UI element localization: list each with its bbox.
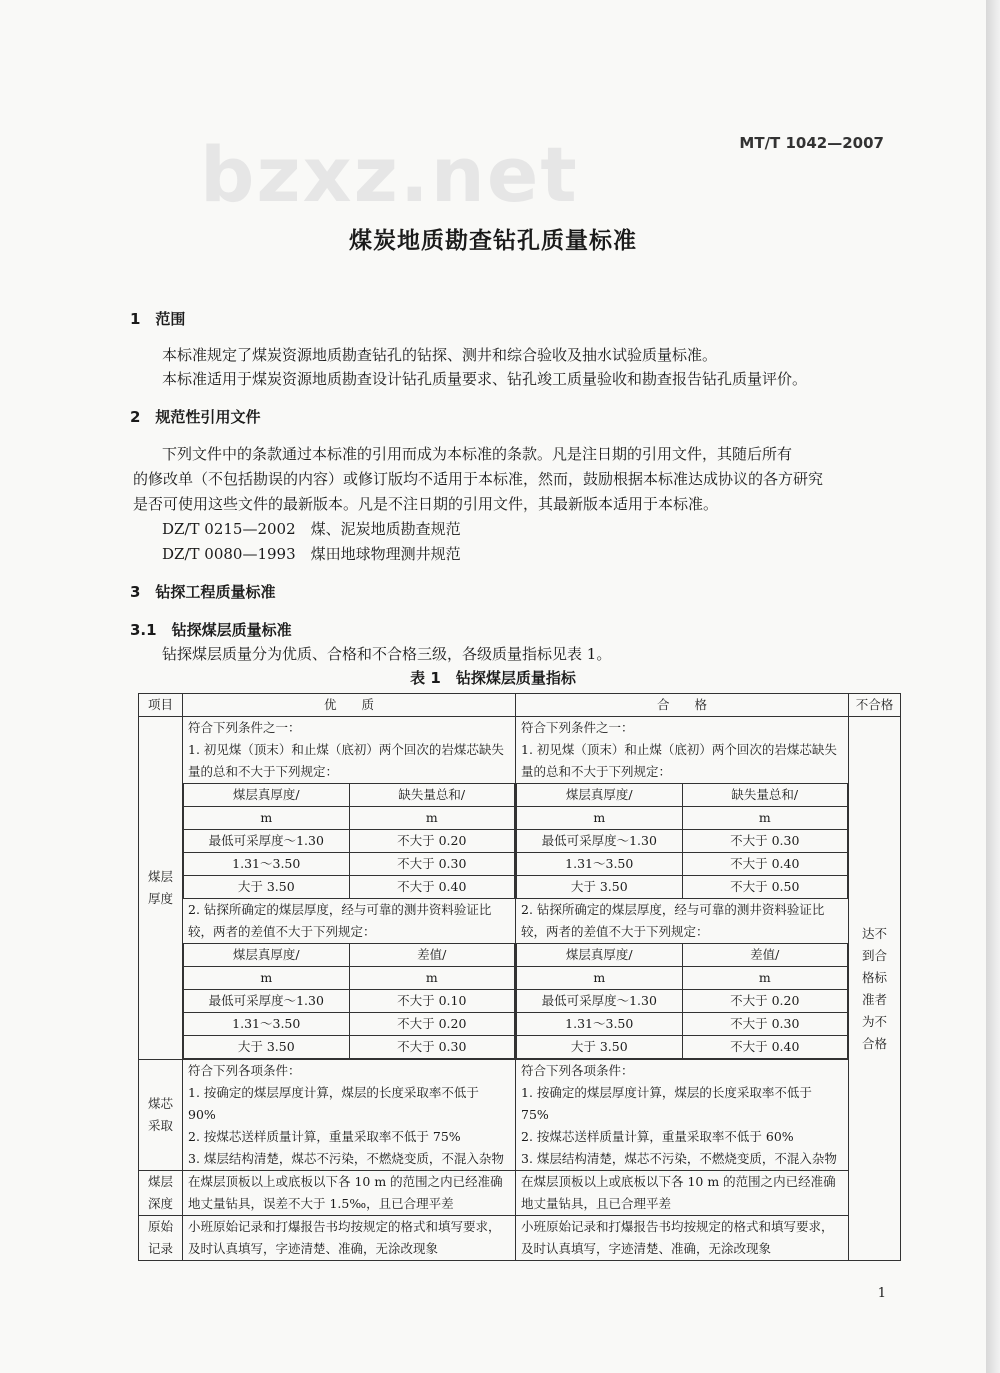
sub-unit: m — [517, 967, 683, 990]
sub-table — [183, 783, 515, 899]
row-label-depth — [139, 1171, 183, 1216]
unqualified-cell — [849, 717, 901, 1261]
sub-cell: 不大于 0.30 — [349, 853, 515, 876]
header-unqualified: 不合格 — [849, 694, 901, 717]
criteria-condition: 2. 钻探所确定的煤层厚度，经与可靠的测井资料验证比较，两者的差值不大于下列规定： — [188, 902, 492, 939]
section-1-heading: 1 范围 — [130, 310, 186, 328]
criteria-intro: 符合下列条件之一： — [188, 720, 301, 735]
watermark: bzxz.net — [200, 130, 579, 219]
sub-cell: 不大于 0.10 — [349, 990, 515, 1013]
criteria-condition: 3. 煤层结构清楚，煤芯不污染，不燃烧变质，不混入杂物 — [521, 1151, 837, 1166]
table-row — [139, 1216, 901, 1261]
excellent-thickness-cell — [183, 717, 516, 1060]
sub-header: 煤层真厚度/ — [517, 944, 683, 967]
sub-unit: m — [184, 967, 350, 990]
sub-unit: m — [184, 807, 350, 830]
table-caption: 表 1 钻探煤层质量指标 — [410, 669, 576, 687]
sub-header: 煤层真厚度/ — [184, 784, 350, 807]
sub-unit: m — [682, 807, 848, 830]
sub-header: 差值/ — [682, 944, 848, 967]
criteria-condition: 3. 煤层结构清楚，煤芯不污染，不燃烧变质，不混入杂物 — [188, 1151, 504, 1166]
page-number: 1 — [877, 1286, 886, 1301]
sub-cell: 不大于 0.40 — [682, 1036, 848, 1059]
criteria-condition: 1. 初见煤（顶末）和止煤（底初）两个回次的岩煤芯缺失量的总和不大于下列规定： — [188, 742, 504, 779]
table-row — [139, 717, 901, 1060]
reference-2: DZ/T 0080—1993 煤田地球物理测井规范 — [162, 545, 461, 563]
sub-cell: 大于 3.50 — [517, 876, 683, 899]
section-3-1-heading: 3.1 钻探煤层质量标准 — [130, 621, 292, 639]
criteria-condition: 1. 按确定的煤层厚度计算，煤层的长度采取率不低于 75% — [521, 1085, 812, 1122]
excellent-depth-cell: 在煤层顶板以上或底板以下各 10 m 的范围之内已经准确地丈量钻具，误差不大于 1.5‰，且已合理平差 — [183, 1171, 516, 1216]
section-2-paragraph-line-3: 是否可使用这些文件的最新版本。凡是不注日期的引用文件，其最新版本适用于本标准。 — [133, 495, 719, 513]
unqualified-line: 格标 — [861, 969, 887, 985]
sub-cell: 不大于 0.40 — [682, 853, 848, 876]
table-row — [139, 1171, 901, 1216]
section-1-paragraph-2: 本标准适用于煤炭资源地质勘查设计钻孔质量要求、钻孔竣工质量验收和勘查报告钻孔质量评价。 — [162, 370, 808, 388]
row-label-thickness — [139, 717, 183, 1060]
sub-cell: 不大于 0.20 — [682, 990, 848, 1013]
sub-cell: 不大于 0.20 — [349, 1013, 515, 1036]
qualified-thickness-cell — [516, 717, 849, 1060]
section-3-1-paragraph: 钻探煤层质量分为优质、合格和不合格三级，各级质量指标见表 1。 — [162, 645, 612, 663]
sub-cell: 不大于 0.30 — [682, 830, 848, 853]
sub-header: 缺失量总和/ — [349, 784, 515, 807]
section-2-paragraph-line-1: 下列文件中的条款通过本标准的引用而成为本标准的条款。凡是注日期的引用文件，其随后所有 — [162, 445, 793, 463]
row-label-core-recovery — [139, 1060, 183, 1171]
row-label-line: 记录 — [147, 1241, 173, 1256]
sub-cell: 1.31～3.50 — [517, 853, 683, 876]
criteria-intro: 符合下列各项条件： — [188, 1063, 301, 1078]
criteria-condition: 2. 按煤芯送样质量计算，重量采取率不低于 60% — [521, 1129, 794, 1144]
sub-cell: 1.31～3.50 — [184, 853, 350, 876]
criteria-condition: 2. 钻探所确定的煤层厚度，经与可靠的测井资料验证比较，两者的差值不大于下列规定： — [521, 902, 825, 939]
sub-cell: 大于 3.50 — [184, 876, 350, 899]
row-label-line: 煤芯 — [147, 1096, 173, 1111]
header-item: 项目 — [139, 694, 183, 717]
header-qualified: 合 格 — [516, 694, 849, 717]
row-label-line: 煤层 — [147, 1174, 173, 1189]
criteria-intro: 符合下列各项条件： — [521, 1063, 634, 1078]
sub-header: 缺失量总和/ — [682, 784, 848, 807]
row-label-records — [139, 1216, 183, 1261]
header-excellent: 优 质 — [183, 694, 516, 717]
document-title: 煤炭地质勘查钻孔质量标准 — [349, 228, 637, 254]
unqualified-line: 合格 — [861, 1035, 887, 1051]
section-1-paragraph-1: 本标准规定了煤炭资源地质勘查钻孔的钻探、测井和综合验收及抽水试验质量标准。 — [162, 346, 718, 364]
table-row — [139, 1060, 901, 1171]
qualified-core-cell — [516, 1060, 849, 1171]
unqualified-line: 到合 — [861, 947, 887, 963]
qualified-records-cell: 小班原始记录和打爆报告书均按规定的格式和填写要求，及时认真填写，字迹清楚、准确，无涂改现象 — [516, 1216, 849, 1261]
standard-number: MT/T 1042—2007 — [739, 134, 884, 152]
section-2-paragraph-line-2: 的修改单（不包括勘误的内容）或修订版均不适用于本标准，然而，鼓励根据本标准达成协议的各方研究 — [133, 470, 824, 488]
page-edge-shadow — [986, 0, 1000, 1373]
sub-cell: 最低可采厚度～1.30 — [184, 830, 350, 853]
row-label-line: 深度 — [147, 1196, 173, 1211]
sub-cell: 最低可采厚度～1.30 — [517, 830, 683, 853]
row-label-line: 原始 — [147, 1219, 173, 1234]
criteria-condition: 2. 按煤芯送样质量计算，重量采取率不低于 75% — [188, 1129, 461, 1144]
section-3-heading: 3 钻探工程质量标准 — [130, 583, 276, 601]
sub-cell: 1.31～3.50 — [184, 1013, 350, 1036]
sub-unit: m — [682, 967, 848, 990]
sub-cell: 不大于 0.40 — [349, 876, 515, 899]
unqualified-line: 为不 — [861, 1013, 887, 1029]
quality-table — [138, 693, 901, 1261]
criteria-condition: 1. 初见煤（顶末）和止煤（底初）两个回次的岩煤芯缺失量的总和不大于下列规定： — [521, 742, 837, 779]
row-label-line: 采取 — [147, 1118, 173, 1133]
sub-cell: 不大于 0.30 — [682, 1013, 848, 1036]
criteria-condition: 1. 按确定的煤层厚度计算，煤层的长度采取率不低于 90% — [188, 1085, 479, 1122]
sub-header: 煤层真厚度/ — [184, 944, 350, 967]
row-label-line: 厚度 — [147, 891, 173, 906]
row-label-line: 煤层 — [147, 869, 173, 884]
sub-unit: m — [349, 967, 515, 990]
excellent-core-cell — [183, 1060, 516, 1171]
sub-table — [183, 943, 515, 1059]
sub-header: 差值/ — [349, 944, 515, 967]
sub-table — [516, 783, 848, 899]
sub-table — [516, 943, 848, 1059]
criteria-intro: 符合下列条件之一： — [521, 720, 634, 735]
section-2-heading: 2 规范性引用文件 — [130, 408, 261, 426]
table-header-row — [139, 694, 901, 717]
unqualified-line: 达不 — [861, 925, 887, 941]
sub-cell: 最低可采厚度～1.30 — [517, 990, 683, 1013]
sub-header: 煤层真厚度/ — [517, 784, 683, 807]
unqualified-line: 准者 — [861, 991, 887, 1007]
sub-cell: 最低可采厚度～1.30 — [184, 990, 350, 1013]
sub-cell: 大于 3.50 — [184, 1036, 350, 1059]
sub-cell: 1.31～3.50 — [517, 1013, 683, 1036]
sub-cell: 不大于 0.30 — [349, 1036, 515, 1059]
sub-cell: 不大于 0.20 — [349, 830, 515, 853]
qualified-depth-cell: 在煤层顶板以上或底板以下各 10 m 的范围之内已经准确地丈量钻具，且已合理平差 — [516, 1171, 849, 1216]
reference-1: DZ/T 0215—2002 煤、泥炭地质勘查规范 — [162, 520, 461, 538]
sub-cell: 大于 3.50 — [517, 1036, 683, 1059]
sub-cell: 不大于 0.50 — [682, 876, 848, 899]
sub-unit: m — [517, 807, 683, 830]
sub-unit: m — [349, 807, 515, 830]
excellent-records-cell: 小班原始记录和打爆报告书均按规定的格式和填写要求，及时认真填写，字迹清楚、准确，无涂改现象 — [183, 1216, 516, 1261]
